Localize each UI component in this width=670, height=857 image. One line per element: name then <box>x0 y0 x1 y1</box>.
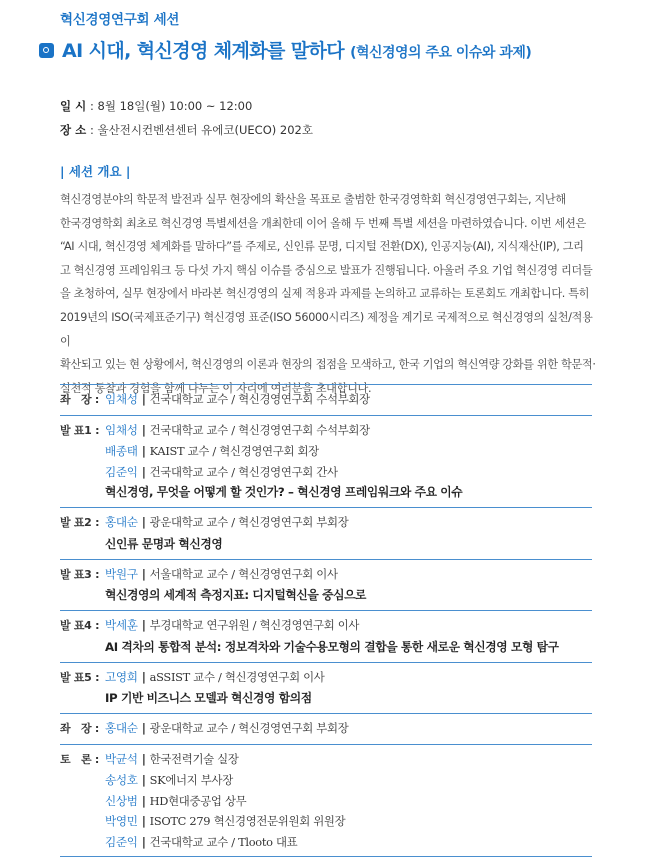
separator: | <box>142 462 146 483</box>
presentation-topic: IP 기반 비즈니스 모델과 혁신경영 함의점 <box>60 688 592 709</box>
program-person <box>60 441 592 462</box>
program-block <box>60 744 592 857</box>
separator: | <box>142 564 146 585</box>
program-person <box>60 770 592 791</box>
program-person <box>60 389 592 411</box>
separator: | <box>142 811 146 832</box>
info-place-key: 장 소 <box>60 122 90 138</box>
separator: | <box>142 615 146 636</box>
person-name: 신상범 <box>105 791 138 812</box>
person-name: 홍대순 <box>105 718 138 739</box>
overview-line: 실천적 통찰과 경험을 함께 나누는 이 자리에 여러분을 초대합니다. <box>60 377 598 401</box>
person-affiliation: 건국대학교 교수 / 혁신경영연구회 수석부회장 <box>150 389 370 410</box>
separator: | <box>142 512 146 533</box>
program-block <box>60 384 592 415</box>
person-name: 송성호 <box>105 770 138 791</box>
program-person <box>60 667 592 689</box>
separator: | <box>142 441 146 462</box>
program-person <box>60 420 592 442</box>
person-affiliation: 한국전력기술 실장 <box>150 749 239 770</box>
overview-line: “AI 시대, 혁신경영 체계화를 말하다”를 주제로, 신인류 문명, 디지털 전환(DX), 인공지능(AI), 지식재산(IP), 그리 <box>60 235 598 259</box>
program-person <box>60 512 592 534</box>
separator: | <box>142 791 146 812</box>
program-person <box>60 811 592 832</box>
person-affiliation: ISOTC 279 혁신경영전문위원회 위원장 <box>150 811 346 832</box>
program-block <box>60 713 592 744</box>
program-role: 토 론 : <box>60 750 105 771</box>
person-affiliation: 광운대학교 교수 / 혁신경영연구회 부회장 <box>150 512 349 533</box>
program-block <box>60 507 592 559</box>
person-affiliation: SK에너지 부사장 <box>150 770 233 791</box>
person-affiliation: 건국대학교 교수 / Tlooto 대표 <box>150 832 298 853</box>
program-block <box>60 415 592 508</box>
person-affiliation: 건국대학교 교수 / 혁신경영연구회 간사 <box>150 462 338 483</box>
person-name: 박균석 <box>105 749 138 770</box>
overview-line: 확산되고 있는 현 상황에서, 혁신경영의 이론과 현장의 접점을 모색하고, 한국 기업의 혁신역량 강화를 위한 학문적· <box>60 353 598 377</box>
separator: | <box>142 667 146 688</box>
info-place <box>60 122 313 138</box>
presentation-topic: AI 격차의 통합적 분석: 정보격차와 기술수용모형의 결합을 통한 새로운 혁신경영 모형 탐구 <box>60 637 592 658</box>
page-subtitle: (혁신경영의 주요 이슈와 과제) <box>350 42 531 62</box>
program-person <box>60 749 592 771</box>
person-name: 김준익 <box>105 462 138 483</box>
overview-line: 고 혁신경영 프레임워크 등 다섯 가지 핵심 이슈를 중심으로 발표가 진행됩니다. 아울러 주요 기업 혁신경영 리더들 <box>60 259 598 283</box>
program-block <box>60 662 592 714</box>
program-person <box>60 832 592 853</box>
separator: | <box>142 770 146 791</box>
overview-line: 혁신경영분야의 학문적 발전과 실무 현장에의 확산을 목표로 출범한 한국경영학회 혁신경영연구회는, 지난해 <box>60 188 598 212</box>
overview-heading: | 세션 개요 | <box>60 162 131 180</box>
page-title: AI 시대, 혁신경영 체계화를 말하다 <box>62 36 344 63</box>
program-role: 발 표2 : <box>60 513 105 534</box>
person-name: 임채성 <box>105 420 138 441</box>
person-name: 고영희 <box>105 667 138 688</box>
info-date-value: : 8월 18일(월) 10:00 ~ 12:00 <box>90 99 252 113</box>
person-name: 홍대순 <box>105 512 138 533</box>
person-affiliation: HD현대중공업 상무 <box>150 791 247 812</box>
program-person <box>60 791 592 812</box>
person-name: 박원구 <box>105 564 138 585</box>
overview-line: 한국경영학회 최초로 혁신경영 특별세션을 개최한데 이어 올해 두 번째 특별 세션을 마련하였습니다. 이번 세션은 <box>60 212 598 236</box>
info-date-key: 일 시 <box>60 98 90 114</box>
program-role: 발 표5 : <box>60 668 105 689</box>
separator: | <box>142 832 146 853</box>
program-block <box>60 610 592 662</box>
program-person <box>60 718 592 740</box>
overview-text <box>60 188 598 400</box>
program-role: 좌 장 : <box>60 390 105 411</box>
person-affiliation: KAIST 교수 / 혁신경영연구회 회장 <box>150 441 319 462</box>
person-name: 박영민 <box>105 811 138 832</box>
program-table <box>60 384 592 857</box>
program-role: 발 표4 : <box>60 616 105 637</box>
person-name: 김준익 <box>105 832 138 853</box>
square-ring-icon <box>39 43 54 58</box>
overview-line: 2019년의 ISO(국제표준기구) 혁신경영 표준(ISO 56000시리즈) 제정을 계기로 국제적으로 혁신경영의 실천/적용이 <box>60 306 598 353</box>
program-block <box>60 559 592 611</box>
separator: | <box>142 718 146 739</box>
program-role: 발 표1 : <box>60 421 105 442</box>
program-role: 발 표3 : <box>60 565 105 586</box>
person-affiliation: 건국대학교 교수 / 혁신경영연구회 수석부회장 <box>150 420 370 441</box>
person-affiliation: aSSIST 교수 / 혁신경영연구회 이사 <box>150 667 325 688</box>
program-person <box>60 564 592 586</box>
program-person <box>60 615 592 637</box>
separator: | <box>142 389 146 410</box>
presentation-topic: 혁신경영의 세계적 측정지표: 디지털혁신을 중심으로 <box>60 585 592 606</box>
overview-line: 을 초청하여, 실무 현장에서 바라본 혁신경영의 실제 적용과 과제를 논의하고 교류하는 토론회도 개최합니다. 특히 <box>60 282 598 306</box>
program-person <box>60 462 592 483</box>
presentation-topic: 혁신경영, 무엇을 어떻게 할 것인가? – 혁신경영 프레임워크와 주요 이슈 <box>60 482 592 503</box>
person-name: 박세훈 <box>105 615 138 636</box>
person-name: 임채성 <box>105 389 138 410</box>
program-role: 좌 장 : <box>60 719 105 740</box>
person-name: 배종태 <box>105 441 138 462</box>
session-label: 혁신경영연구회 세션 <box>60 8 179 28</box>
separator: | <box>142 420 146 441</box>
person-affiliation: 광운대학교 교수 / 혁신경영연구회 부회장 <box>150 718 349 739</box>
separator: | <box>142 749 146 770</box>
person-affiliation: 서울대학교 교수 / 혁신경영연구회 이사 <box>150 564 338 585</box>
info-place-value: : 울산전시컨벤션센터 유에코(UECO) 202호 <box>90 123 313 137</box>
info-date <box>60 98 252 114</box>
person-affiliation: 부경대학교 연구위원 / 혁신경영연구회 이사 <box>150 615 359 636</box>
title-row <box>39 36 531 63</box>
presentation-topic: 신인류 문명과 혁신경영 <box>60 534 592 555</box>
